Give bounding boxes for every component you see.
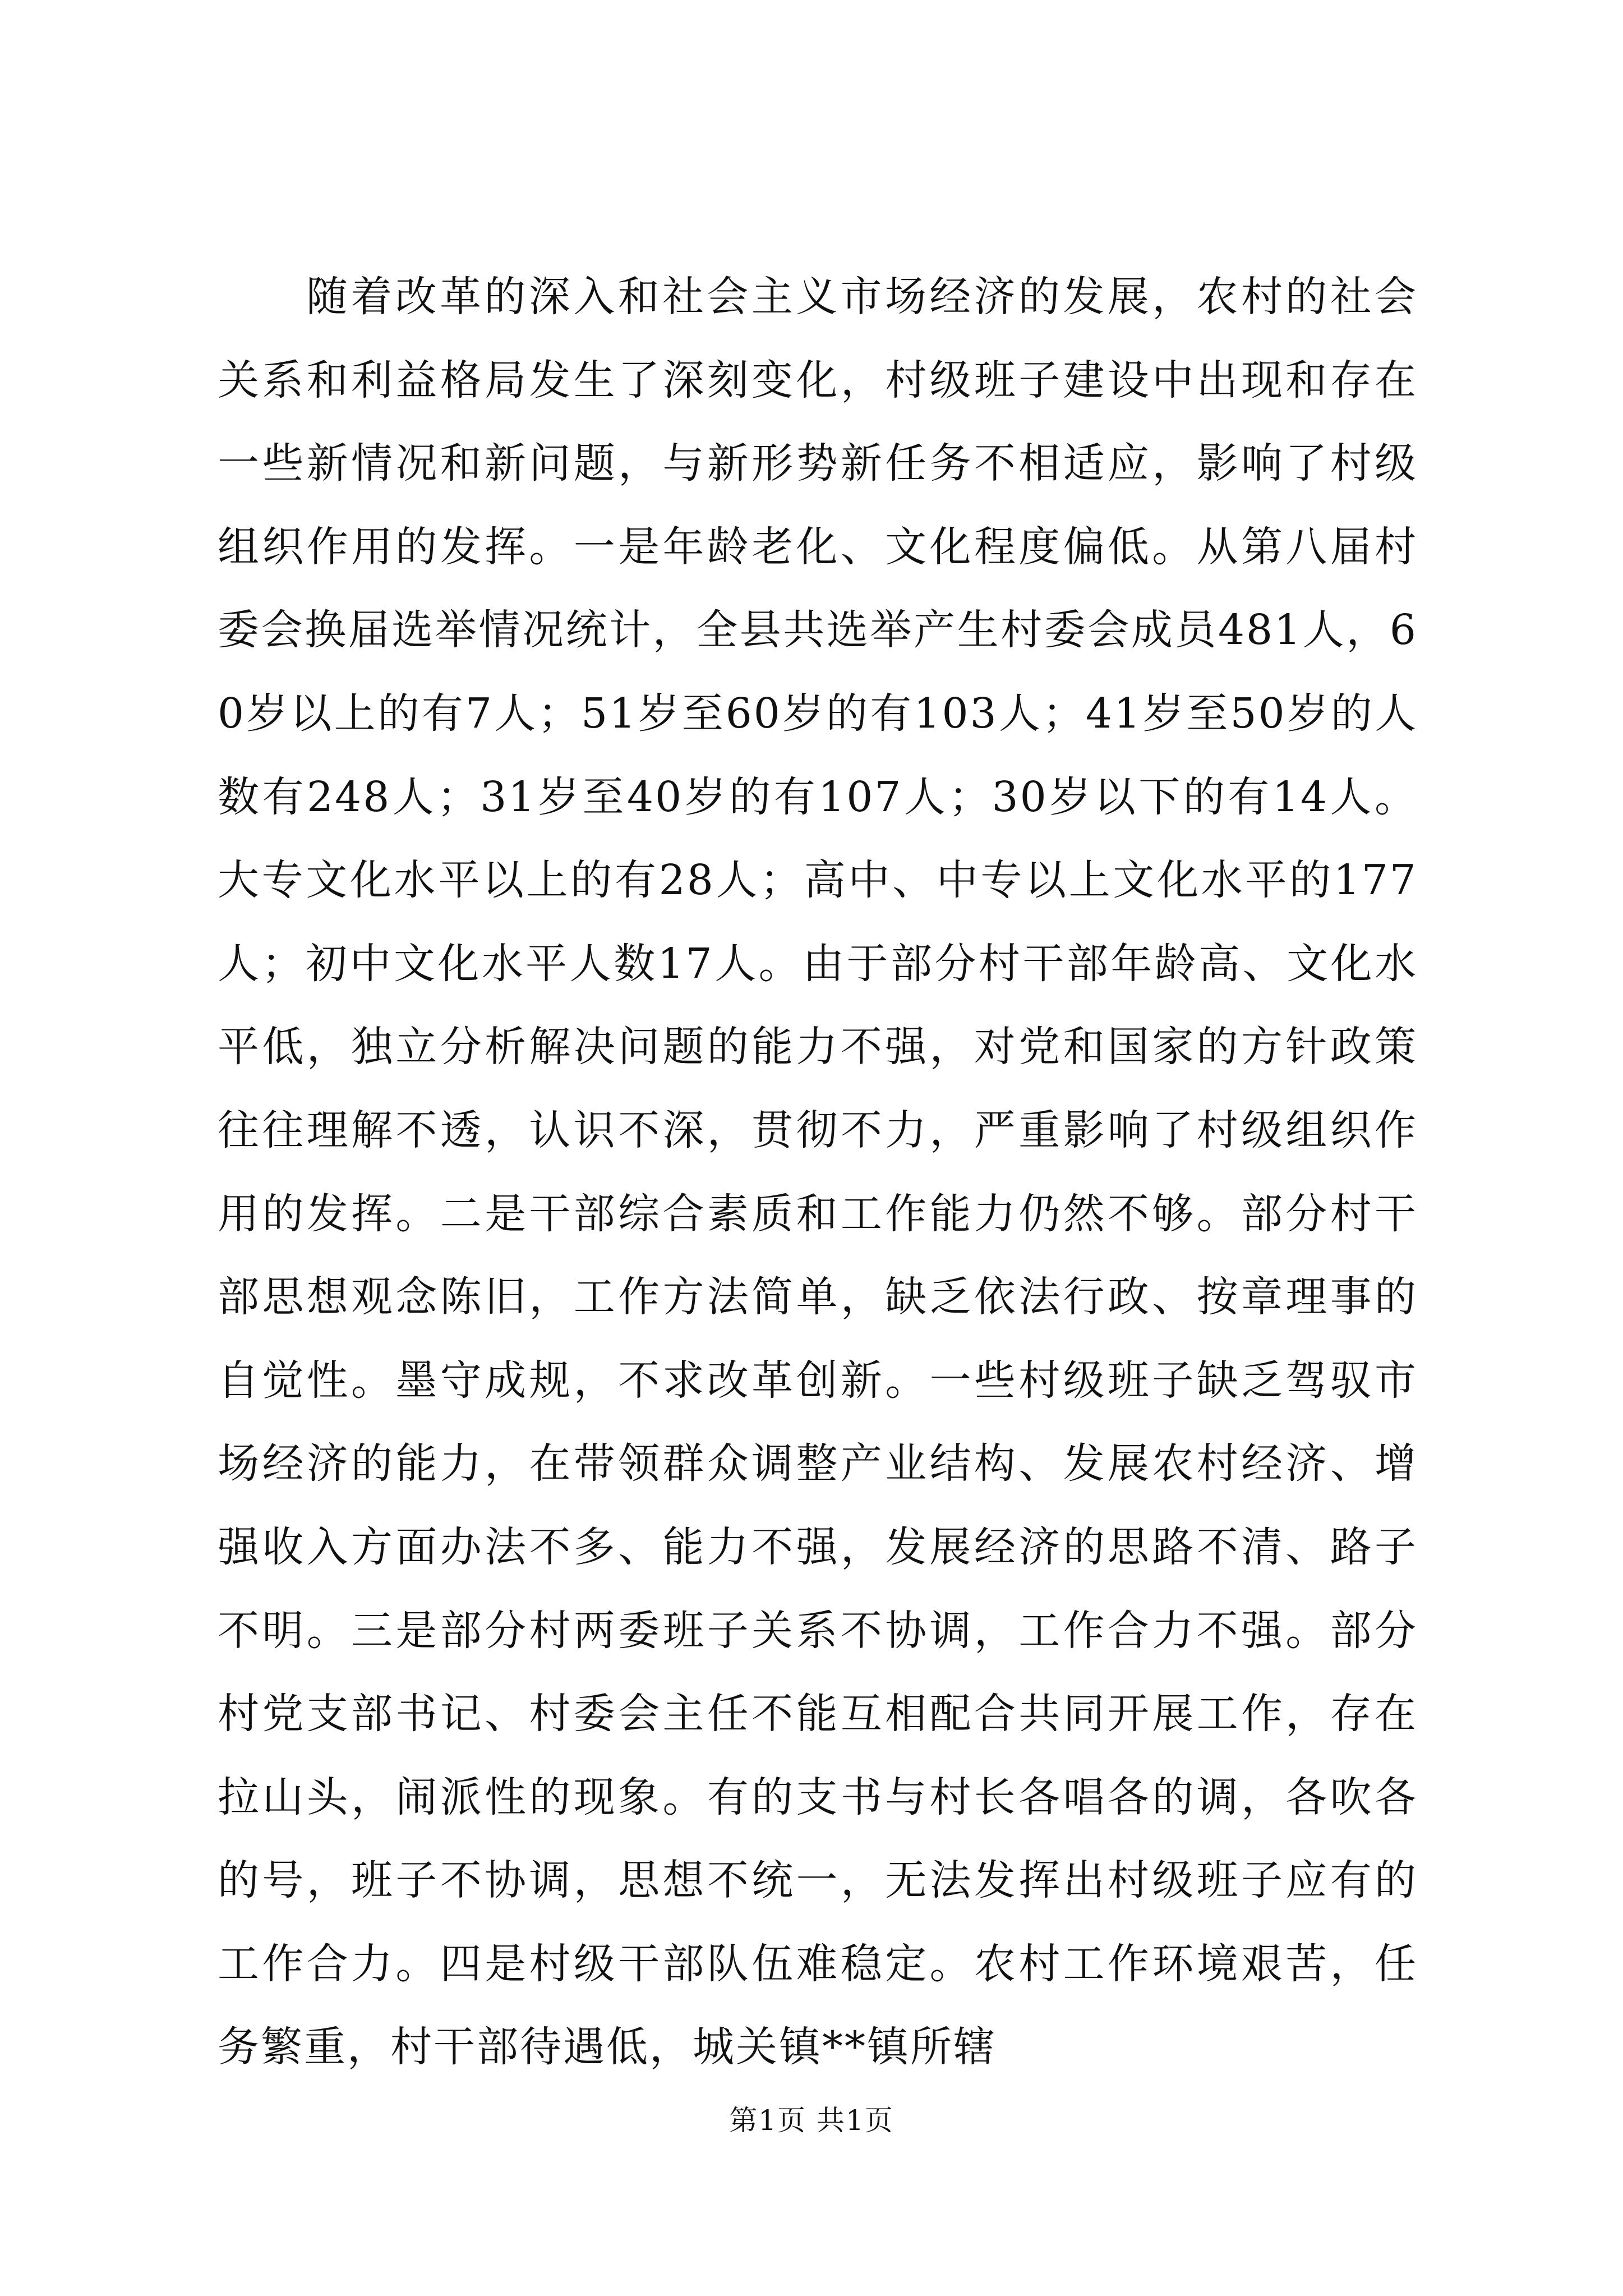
body-paragraph: 随着改革的深入和社会主义市场经济的发展，农村的社会关系和利益格局发生了深刻变化，村级班子建设中出现和存在一些新情况和新问题，与新形势新任务不相适应，影响了村级组织作用的发挥。一是年龄老化、文化程度偏低。从第八届村委会换届选举情况统计，全县共选举产生村委会成员481人，60岁以上的有7人；51岁至60岁的有103人；41岁至50岁的人数有248人；31岁至40岁的有107人；30岁以下的有14人。大专文化水平以上的有28人；高中、中专以上文化水平的177人；初中文化水平人数17人。由于部分村干部年龄高、文化水平低，独立分析解决问题的能力不强，对党和国家的方针政策往往理解不透，认识不深，贯彻不力，严重影响了村级组织作用的发挥。二是干部综合素质和工作能力仍然不够。部分村干部思想观念陈旧，工作方法简单，缺乏依法行政、按章理事的自觉性。墨守成规，不求改革创新。一些村级班子缺乏驾驭市场经济的能力，在带领群众调整产业结构、发展农村经济、增强收入方面办法不多、能力不强，发展经济的思路不清、路子不明。三是部分村两委班子关系不协调，工作合力不强。部分村党支部书记、村委会主任不能互相配合共同开展工作，存在拉山头，闹派性的现象。有的支书与村长各唱各的调，各吹各的号，班子不协调，思想不统一，无法发挥出村级班子应有的工作合力。四是村级干部队伍难稳定。农村工作环境艰苦，任务繁重，村干部待遇低，城关镇**镇所辖: [218, 273, 1418, 2072]
page-footer: 第1页 共1页: [729, 2104, 894, 2137]
